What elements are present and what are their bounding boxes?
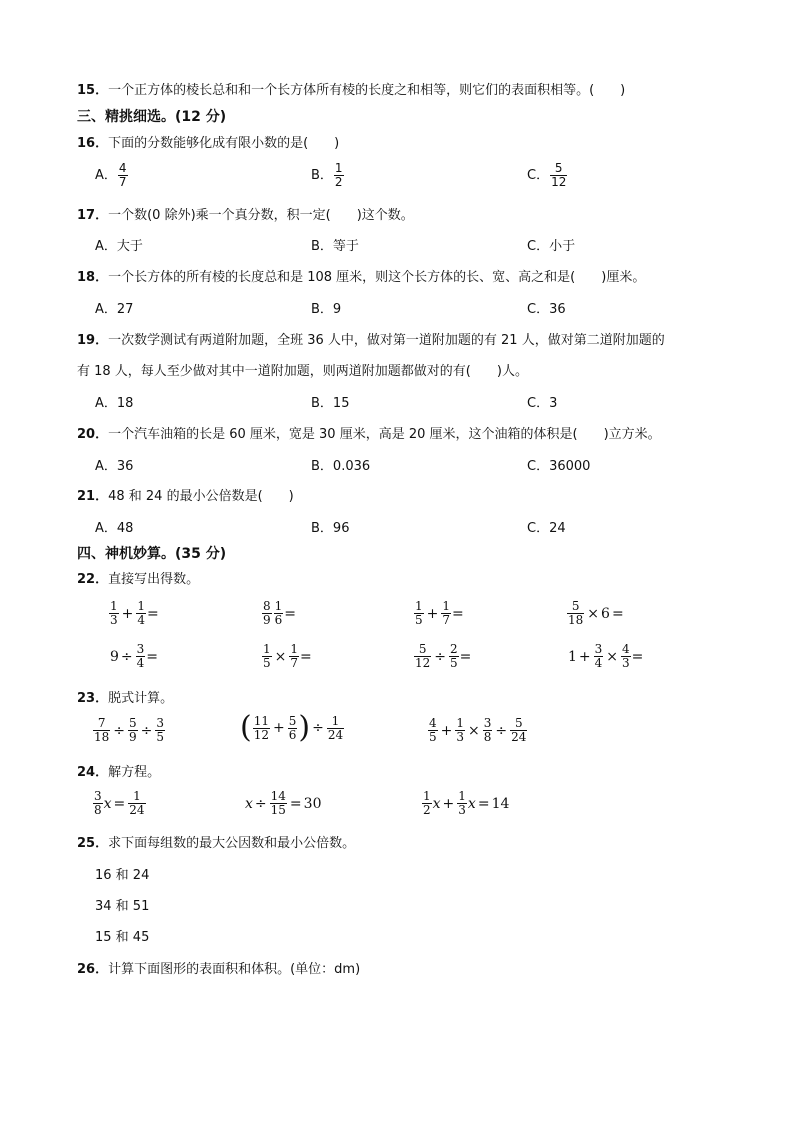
question-text: 一个数(0 除外)乘一个真分数，积一定( )这个数。 — [108, 208, 414, 223]
fraction — [334, 162, 344, 189]
option-c — [527, 162, 568, 189]
equation-2: x ÷ $\frac{14}{15}$ = 30 — [245, 789, 322, 817]
question-number: 25． — [77, 836, 109, 851]
expr-1-5-plus-1-7: $\frac{1}{5}$ + $\frac{1}{7}$ = — [415, 599, 464, 627]
question-number: 24． — [77, 765, 109, 780]
question-19-line-2: 有 18 人，每人至少做对其中一道附加题，则两道附加题都做对的有( )人。 — [77, 364, 528, 379]
question-text: 下面的分数能够化成有限小数的是( ) — [108, 136, 340, 151]
question-24 — [77, 766, 160, 779]
equation-3: $\frac{1}{2}$ x + $\frac{1}{3}$ x = 14 — [423, 789, 510, 817]
question-text: 解方程。 — [108, 765, 161, 780]
question-text: 48 和 24 的最小公倍数是( ) — [108, 489, 294, 504]
question-text: 计算下面图形的表面积和体积。(单位：dm) — [108, 962, 361, 977]
expr-1-5-times-1-7: $\frac{1}{5}$ × $\frac{1}{7}$ = — [263, 642, 312, 670]
question-text: 一个长方体的所有棱的长度总和是 108 厘米，则这个长方体的长、宽、高之和是( )厘米。 — [108, 270, 646, 285]
denominator: 2 — [334, 175, 343, 189]
number-pair: 34 和 51 — [95, 899, 150, 914]
option-c: C．36000 — [527, 459, 591, 474]
section-3-title: 三、精挑细选。(12 分) — [77, 109, 227, 125]
question-25 — [77, 837, 355, 850]
option-a — [95, 162, 129, 189]
expr-1-3-plus-1-4: $\frac{1}{3}$ + $\frac{1}{4}$ = — [110, 599, 159, 627]
question-number: 23． — [77, 691, 109, 706]
denominator: 7 — [118, 175, 127, 189]
option-c: C．3 — [527, 396, 558, 411]
numerator: 1 — [334, 161, 343, 175]
equation-1: $\frac{3}{8}$ x = $\frac{1}{24}$ — [94, 789, 145, 817]
numerator: 4 — [118, 161, 127, 175]
denominator: 12 — [551, 175, 567, 189]
option-b: B．等于 — [311, 239, 359, 254]
expr-5-18-times-6: $\frac{5}{18}$ × 6 = — [568, 599, 624, 627]
option-b — [311, 162, 345, 189]
expr-9-div-3-4: 9 ÷ $\frac{3}{4}$ = — [110, 642, 159, 670]
question-22 — [77, 573, 199, 586]
section-4-title: 四、神机妙算。(35 分) — [77, 546, 227, 562]
question-18 — [77, 271, 645, 284]
option-c: C．36 — [527, 302, 566, 317]
calc-expr-1: $\frac{7}{18}$ ÷ $\frac{5}{9}$ ÷ $\frac{3}{5}$ — [94, 716, 165, 744]
option-b: B．15 — [311, 396, 350, 411]
question-17 — [77, 209, 414, 222]
question-number: 19． — [77, 333, 109, 348]
question-number: 16． — [77, 136, 109, 151]
question-26 — [77, 963, 360, 976]
number-pair: 15 和 45 — [95, 930, 150, 945]
question-15 — [77, 84, 625, 97]
expr-8-9-1-6: $\frac{8}{9}$ $\frac{1}{6}$ = — [263, 599, 297, 627]
fraction — [550, 162, 567, 189]
question-text: 一个汽车油箱的长是 60 厘米，宽是 30 厘米，高是 20 厘米，这个油箱的体积是( )立方米。 — [108, 427, 661, 442]
option-b: B．96 — [311, 521, 350, 536]
numerator: 5 — [554, 161, 563, 175]
question-number: 21． — [77, 489, 109, 504]
fraction — [118, 162, 128, 189]
option-b: B．0.036 — [311, 459, 371, 474]
question-number: 17． — [77, 208, 109, 223]
question-number: 22． — [77, 572, 109, 587]
question-text: 直接写出得数。 — [108, 572, 200, 587]
question-number: 26． — [77, 962, 109, 977]
question-text-line-1: 一次数学测试有两道附加题，全班 36 人中，做对第一道附加题的有 21 人，做对第二道附加题的 — [108, 333, 665, 348]
option-label: A． — [95, 168, 117, 183]
option-b: B．9 — [311, 302, 342, 317]
question-number: 18． — [77, 270, 109, 285]
expr-5-12-div-2-5: $\frac{5}{12}$ ÷ $\frac{2}{5}$ = — [415, 642, 472, 670]
option-a: A．大于 — [95, 239, 143, 254]
question-number: 15． — [77, 83, 109, 98]
option-a: A．48 — [95, 521, 134, 536]
question-text: 一个正方体的棱长总和和一个长方体所有棱的长度之和相等，则它们的表面积相等。( ) — [108, 83, 626, 98]
number-pair: 16 和 24 — [95, 868, 150, 883]
expr-1-plus-3-4-times-4-3: 1 + $\frac{3}{4}$ × $\frac{4}{3}$ = — [568, 642, 644, 670]
question-text: 脱式计算。 — [108, 691, 174, 706]
option-a: A．18 — [95, 396, 134, 411]
option-a: A．27 — [95, 302, 134, 317]
question-23 — [77, 692, 173, 705]
option-a: A．36 — [95, 459, 134, 474]
question-21 — [77, 490, 294, 503]
question-number: 20． — [77, 427, 109, 442]
option-label: B． — [311, 168, 333, 183]
question-20 — [77, 428, 661, 441]
question-19 — [77, 334, 665, 347]
question-text: 求下面每组数的最大公因数和最小公倍数。 — [108, 836, 356, 851]
calc-expr-2: ( $\frac{11}{12}$ + $\frac{5}{6}$ ) ÷ $\frac{1}{24}$ — [240, 710, 344, 745]
option-label: C． — [527, 168, 550, 183]
option-c: C．小于 — [527, 239, 576, 254]
option-c: C．24 — [527, 521, 566, 536]
calc-expr-3: $\frac{4}{5}$ + $\frac{1}{3}$ × $\frac{3}{8}$ ÷ $\frac{5}{24}$ — [429, 716, 527, 744]
question-16 — [77, 137, 339, 150]
